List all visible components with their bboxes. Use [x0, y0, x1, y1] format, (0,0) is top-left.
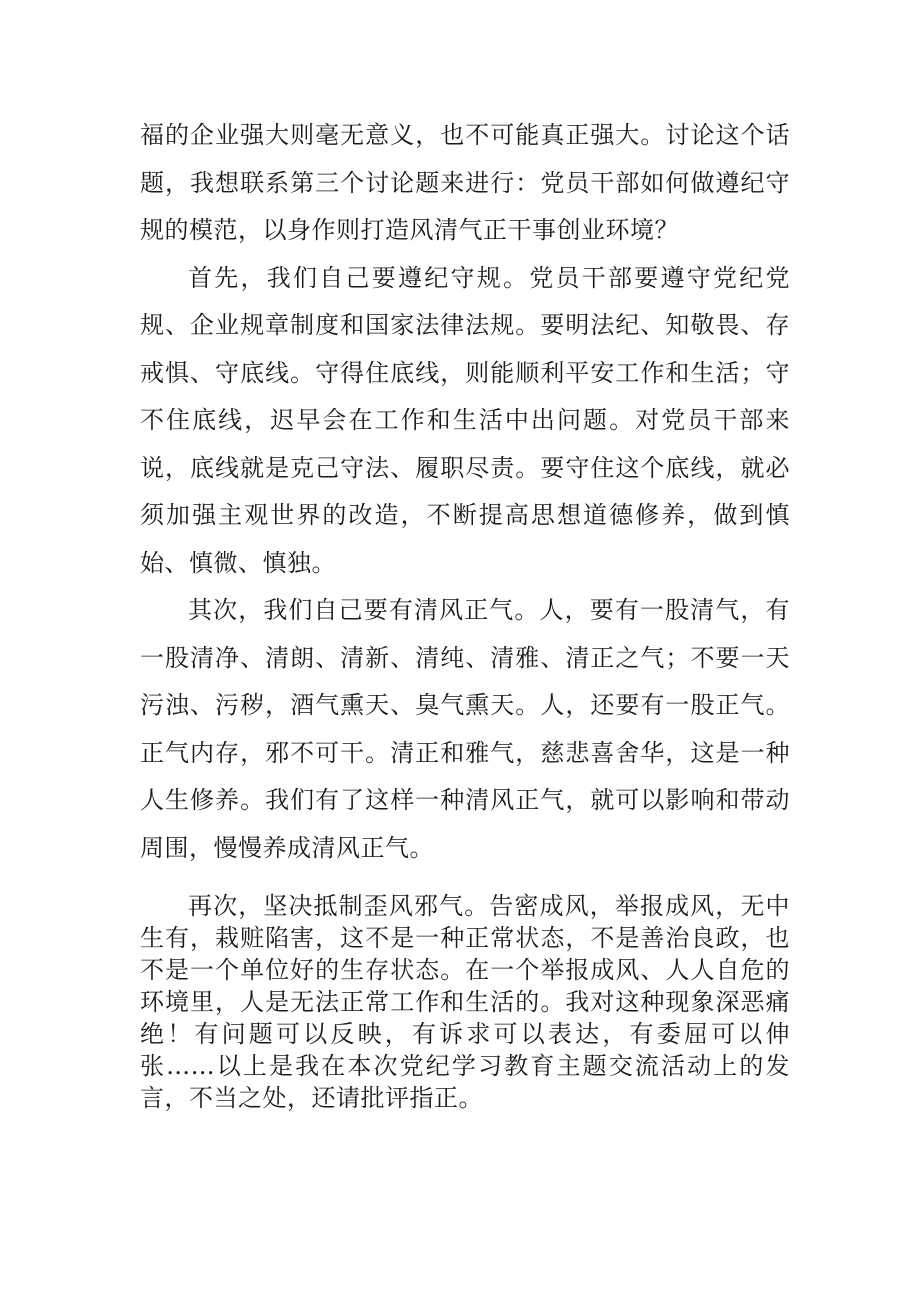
document-body [140, 112, 790, 1114]
paragraph-discipline: 首先，我们自己要遵纪守规。党员干部要遵守党纪党规、企业规章制度和国家法律法规。要明法纪、知敬畏、存戒惧、守底线。守得住底线，则能顺利平安工作和生活；守不住底线，迟早会在工作和生活中出问题。对党员干部来说，底线就是克己守法、履职尽责。要守住这个底线，就必须加强主观世界的改造，不断提高思想道德修养，做到慎始、慎微、慎独。 [140, 263, 790, 577]
paragraph-integrity: 其次，我们自己要有清风正气。人，要有一股清气，有一股清净、清朗、清新、清纯、清雅、清正之气；不要一天污浊、污秽，酒气熏天、臭气熏天。人，还要有一股正气。正气内存，邪不可干。清正和雅气，慈悲喜舍华，这是一种人生修养。我们有了这样一种清风正气，就可以影响和带动周围，慢慢养成清风正气。 [140, 596, 790, 862]
paragraph-continuation: 福的企业强大则毫无意义，也不可能真正强大。讨论这个话题，我想联系第三个讨论题来进行：党员干部如何做遵纪守规的模范，以身作则打造风清气正干事创业环境？ [140, 121, 790, 244]
paragraph-resist-unhealthy-trends: 再次，坚决抵制歪风邪气。告密成风，举报成风，无中生有，栽赃陷害，这不是一种正常状态，不是善治良政，也不是一个单位好的生存状态。在一个举报成风、人人自危的环境里，人是无法正常工作和生活的。我对这种现象深恶痛绝！有问题可以反映，有诉求可以表达，有委屈可以伸张……以上是我在本次党纪学习教育主题交流活动上的发言，不当之处，还请批评指正。 [140, 892, 790, 1112]
